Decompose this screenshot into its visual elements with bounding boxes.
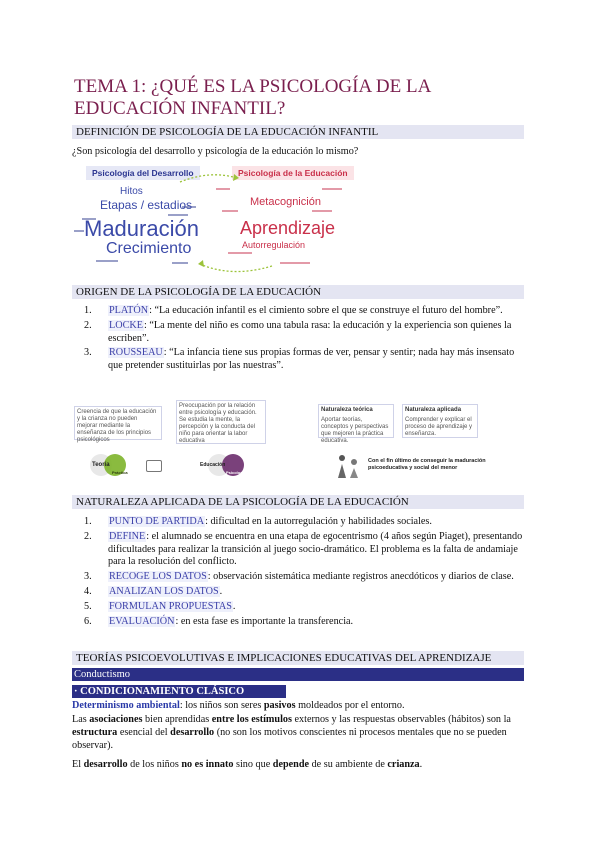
list-item: 2. DEFINE: el alumnado se encuentra en una etapa de egocentrismo (4 años según Piaget), presentando dificultades para realizar la transición al juego socio-dramático. El problema es la falta de andamiaje para la resolución del conflicto.: [84, 530, 523, 568]
word-hitos: Hitos: [120, 186, 143, 197]
list-item: 1. PLATÓN: “La educación infantil es el cimiento sobre el que se construye el futuro del hombre”.: [84, 305, 503, 316]
section-heading-teorias: TEORÍAS PSICOEVOLUTIVAS E IMPLICACIONES EDUCATIVAS DEL APRENDIZAJE: [72, 651, 524, 665]
children-icon: [334, 452, 364, 480]
step-label: RECOGE LOS DATOS: [109, 571, 207, 583]
paragraph-asociaciones: Las asociaciones bien aprendidas entre los estímulos externos y las respuestas observables (hábitos) son la estructura esencial del desarrollo (no son los motivos conscientes ni procesos mentales que no se pueden observar).: [72, 714, 511, 751]
word-autorregulacion: Autorregulación: [242, 240, 306, 250]
box-naturaleza-aplicada: Naturaleza aplicada Comprender y explicar el proceso de aprendizaje y enseñanza.: [402, 404, 478, 438]
list-item: 3. ROUSSEAU: “La infancia tiene sus propias formas de ver, pensar y sentir; nada hay más insensato que pretender sustituirlas por las nuestras”.: [84, 347, 515, 372]
word-maduracion: Maduración: [84, 216, 199, 241]
step-label: ANALIZAN LOS DATOS: [109, 585, 219, 597]
step-label: PUNTO DE PARTIDA: [109, 516, 205, 527]
label-practica: Práctica: [112, 470, 128, 475]
condicionamiento-clasico-bar: · CONDICIONAMIENTO CLÁSICO: [72, 685, 286, 698]
figure-desarrollo-vs-educacion: [72, 166, 376, 276]
conductismo-bar: Conductismo: [72, 668, 524, 681]
step-label: FORMULAN PROPUESTAS: [109, 600, 232, 612]
label-psicologia-desarrollo: Psicología del Desarrollo: [86, 166, 200, 180]
box-creencia: Creencia de que la educación y la crianza no pueden mejorar mediante la enseñanza de los principios psicológicos: [74, 406, 162, 440]
label-psicologia-educacion: Psicología de la Educación: [232, 166, 354, 180]
label-educacion: Educación: [200, 462, 226, 468]
label-psicologia: Psicología: [226, 470, 247, 475]
page-title: TEMA 1: ¿QUÉ ES LA PSICOLOGÍA DE LA EDUCACIÓN INFANTIL?: [74, 76, 431, 119]
book-icon: [146, 460, 162, 472]
step-label: DEFINE: [109, 530, 146, 542]
box-preocupacion: Preocupación por la relación entre psicología y educación. Se estudia la mente, la percepción y la conducta del niño para orientar la labor educativa: [176, 400, 266, 444]
question-text: ¿Son psicología del desarrollo y psicología de la educación lo mismo?: [72, 146, 359, 157]
paragraph-desarrollo: El desarrollo de los niños no es innato sino que depende de su ambiente de crianza.: [72, 759, 423, 770]
figure-naturaleza: [72, 400, 528, 488]
list-item: 4. ANALIZAN LOS DATOS.: [84, 585, 223, 597]
caption-maduracion: Con el fin último de conseguir la maduración psicoeducativa y social del menor: [368, 458, 486, 471]
list-item: 6. EVALUACIÓN: en esta fase es importante la transferencia.: [84, 615, 354, 627]
word-metacognicion: Metacognición: [250, 196, 321, 208]
section-heading-definicion: DEFINICIÓN DE PSICOLOGÍA DE LA EDUCACIÓN INFANTIL: [72, 125, 524, 139]
list-item: 5. FORMULAN PROPUESTAS.: [84, 600, 236, 612]
step-label: EVALUACIÓN: [109, 615, 175, 627]
list-item: 2. LOCKE: “La mente del niño es como una tabula rasa: la educación y la experiencia son quienes la escriben”.: [84, 319, 512, 344]
word-crecimiento: Crecimiento: [106, 240, 192, 257]
list-item: 1. PUNTO DE PARTIDA: dificultad en la autorregulación y habilidades sociales.: [84, 516, 432, 527]
section-heading-naturaleza: NATURALEZA APLICADA DE LA PSICOLOGÍA DE LA EDUCACIÓN: [72, 495, 524, 509]
author-label: LOCKE: [109, 319, 143, 331]
list-item: 3. RECOGE LOS DATOS: observación sistemática mediante registros anecdóticos y diarios de clase.: [84, 571, 514, 583]
label-teoria: Teoría: [92, 462, 110, 468]
author-label: PLATÓN: [109, 305, 149, 316]
word-etapas: Etapas / estadios: [100, 198, 193, 212]
paragraph-determinismo: Determinismo ambiental: los niños son seres pasivos moldeados por el entorno.: [72, 700, 405, 711]
author-label: ROUSSEAU: [109, 347, 163, 359]
naturaleza-list: [72, 516, 528, 630]
section-heading-origen: ORIGEN DE LA PSICOLOGÍA DE LA EDUCACIÓN: [72, 285, 524, 299]
box-naturaleza-teorica: Naturaleza teórica Aportar teorías, conceptos y perspectivas que mejoren la práctica educativa.: [318, 404, 394, 438]
word-aprendizaje: Aprendizaje: [240, 218, 336, 238]
origen-list: [72, 305, 528, 375]
